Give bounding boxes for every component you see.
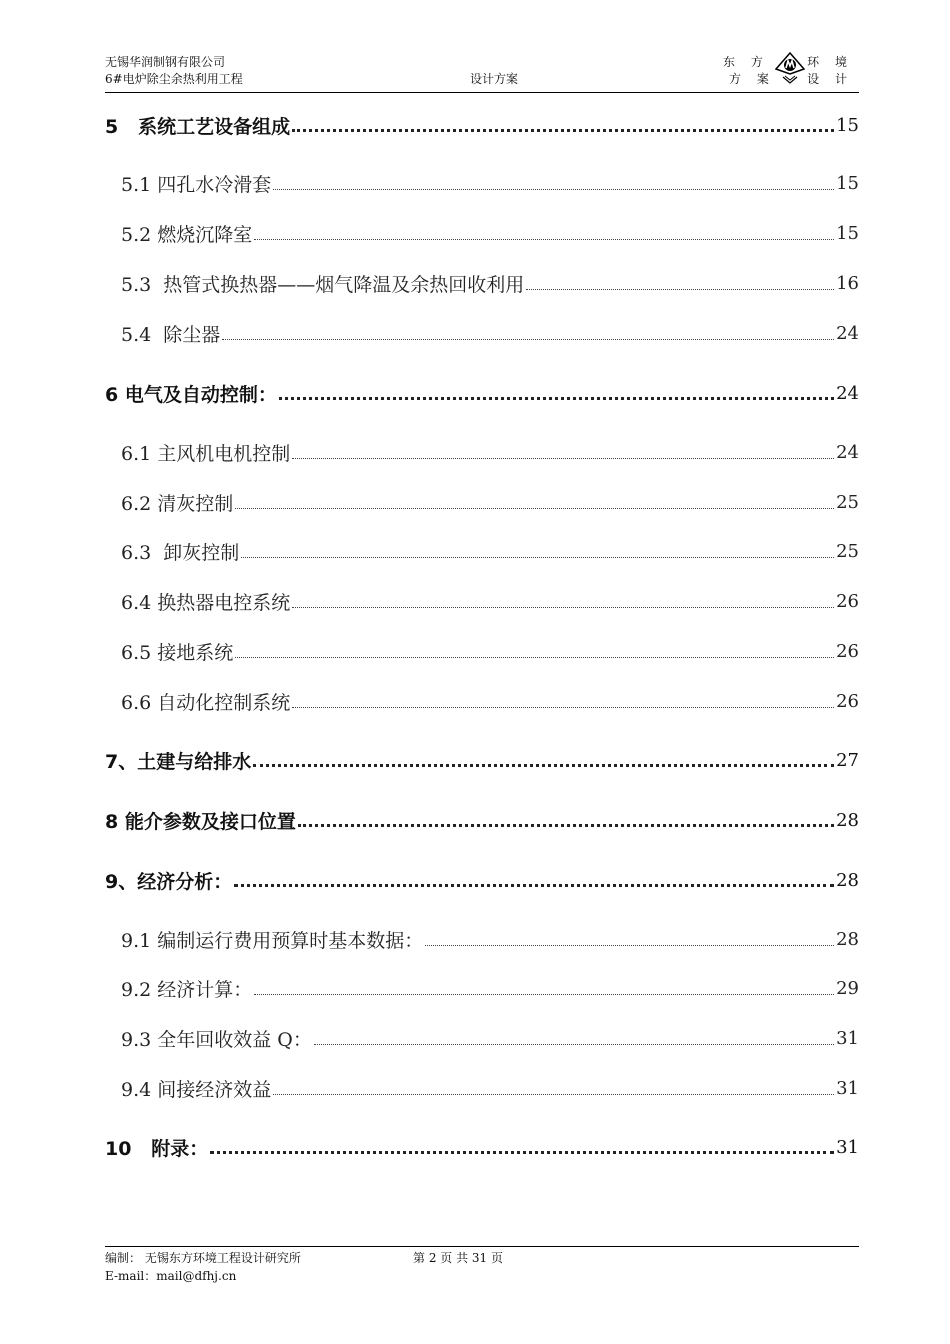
toc-entry-title: 10 附录： [105, 1137, 209, 1160]
toc-entry-title: 9.2 经济计算： [121, 978, 253, 1001]
toc-entry[interactable] [105, 169, 859, 197]
toc-entry-page: 15 [836, 172, 859, 194]
toc-entry-title: 6.4 换热器电控系统 [121, 591, 291, 614]
toc-entry-title: 5.3 热管式换热器——烟气降温及余热回收利用 [121, 273, 525, 296]
toc-leader-dots [273, 1092, 834, 1095]
toc-entry-page: 28 [836, 809, 859, 831]
toc-leader-dots [273, 187, 834, 190]
toc-leader-dots [241, 555, 834, 558]
toc-entry-title: 6.6 自动化控制系统 [121, 691, 291, 714]
toc-entry[interactable] [105, 806, 859, 834]
toc-entry-page: 28 [836, 928, 859, 950]
toc-entry-title: 6.3 卸灰控制 [121, 541, 240, 564]
company-name: 无锡华润制钢有限公司 [105, 55, 226, 69]
toc-leader-dots [253, 762, 834, 767]
brand-top-left: 东 方 [723, 55, 769, 69]
project-name: 6#电炉除尘余热利用工程 [105, 72, 243, 86]
toc-entry-title: 5.2 燃烧沉降室 [121, 223, 253, 246]
toc-entry[interactable] [105, 1074, 859, 1102]
toc-entry[interactable] [105, 637, 859, 665]
toc-entry-page: 26 [836, 690, 859, 712]
toc-leader-dots [292, 127, 834, 132]
toc-entry-page: 24 [836, 441, 859, 463]
footer-email: E-mail：mail@dfhj.cn [105, 1269, 237, 1283]
brand-bottom-left: 方 案 [729, 72, 775, 86]
toc-entry[interactable] [105, 1024, 859, 1052]
toc-entry-page: 25 [836, 540, 859, 562]
toc-leader-dots [222, 337, 834, 340]
brand-top-right: 环 境 [807, 55, 853, 69]
toc-entry-page: 31 [836, 1027, 859, 1049]
toc-entry-page: 26 [836, 590, 859, 612]
toc-entry-page: 31 [836, 1077, 859, 1099]
toc-entry[interactable] [105, 219, 859, 247]
toc-entry-page: 29 [836, 977, 859, 999]
toc-leader-dots [298, 822, 834, 827]
toc-entry-title: 9.3 全年回收效益 Q： [121, 1028, 312, 1051]
toc-entry[interactable] [105, 687, 859, 715]
company-logo-icon [775, 52, 805, 86]
toc-entry-page: 25 [836, 491, 859, 513]
toc-leader-dots [254, 992, 834, 995]
toc-entry[interactable] [105, 319, 859, 347]
toc-leader-dots [235, 655, 834, 658]
toc-leader-dots [292, 605, 834, 608]
page-header [105, 54, 859, 93]
toc-entry[interactable] [105, 866, 859, 894]
doc-type: 设计方案 [470, 72, 519, 86]
toc-entry[interactable] [105, 488, 859, 516]
toc-entry-page: 24 [836, 382, 859, 404]
toc-entry-page: 16 [836, 272, 859, 294]
toc-entry-page: 15 [836, 222, 859, 244]
toc-entry[interactable] [105, 746, 859, 774]
toc-leader-dots [314, 1042, 834, 1045]
page-footer [105, 1246, 859, 1285]
toc-entry-title: 9.1 编制运行费用预算时基本数据： [121, 929, 424, 952]
brand-bottom-right: 设 计 [807, 72, 853, 86]
toc-entry-title: 6 电气及自动控制： [105, 383, 277, 406]
toc-leader-dots [292, 705, 834, 708]
toc-leader-dots [235, 506, 834, 509]
toc-entry[interactable] [105, 587, 859, 615]
toc-entry[interactable] [105, 111, 859, 139]
toc-entry-title: 5 系统工艺设备组成 [105, 115, 291, 138]
toc-entry-title: 9.4 间接经济效益 [121, 1078, 272, 1101]
toc-entry[interactable] [105, 537, 859, 565]
toc-entry-title: 8 能介参数及接口位置 [105, 810, 296, 833]
toc-entry-page: 28 [836, 869, 859, 891]
toc-entry-title: 6.2 清灰控制 [121, 492, 234, 515]
footer-page-info: 第 2 页 共 31 页 [413, 1251, 503, 1265]
toc-entry-title: 5.4 除尘器 [121, 323, 221, 346]
toc-entry[interactable] [105, 925, 859, 953]
toc-entry[interactable] [105, 379, 859, 407]
toc-entry-page: 27 [836, 749, 859, 771]
toc-entry[interactable] [105, 1133, 859, 1161]
toc-entry-page: 24 [836, 322, 859, 344]
toc-leader-dots [526, 287, 834, 290]
toc-entry-page: 15 [836, 114, 859, 136]
toc-entry-page: 31 [836, 1136, 859, 1158]
toc-entry-title: 6.1 主风机电机控制 [121, 442, 291, 465]
toc-entry-title: 5.1 四孔水冷滑套 [121, 173, 272, 196]
toc-leader-dots [210, 1149, 834, 1154]
toc-leader-dots [254, 237, 834, 240]
toc-leader-dots [292, 456, 834, 459]
brand-block [723, 54, 853, 90]
toc-entry-page: 26 [836, 640, 859, 662]
toc-leader-dots [234, 882, 834, 887]
toc-entry-title: 7、土建与给排水 [105, 750, 252, 773]
toc-entry-title: 6.5 接地系统 [121, 641, 234, 664]
toc-entry[interactable] [105, 269, 859, 297]
toc-entry-title: 9、经济分析： [105, 870, 233, 893]
toc-entry[interactable] [105, 974, 859, 1002]
toc-leader-dots [425, 943, 834, 946]
toc-leader-dots [279, 395, 834, 400]
footer-editor: 编制： 无锡东方环境工程设计研究所 [105, 1251, 301, 1265]
toc-entry[interactable] [105, 438, 859, 466]
header-left [105, 54, 243, 88]
